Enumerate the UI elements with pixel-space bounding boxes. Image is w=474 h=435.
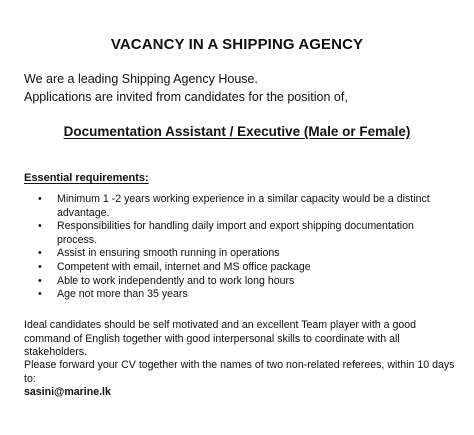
requirement-text: Assist in ensuring smooth running in operations bbox=[57, 247, 280, 260]
requirement-item bbox=[24, 247, 454, 261]
requirement-item bbox=[24, 220, 454, 247]
requirement-text: Responsibilities for handling daily import and export shipping documentation process. bbox=[57, 220, 414, 246]
requirements-list bbox=[24, 193, 454, 302]
bullet-icon: • bbox=[38, 260, 42, 273]
requirement-item bbox=[24, 275, 454, 289]
requirement-text: Able to work independently and to work long hours bbox=[57, 274, 295, 287]
application-instructions bbox=[24, 359, 456, 400]
forward-cv-text: Please forward your CV together with the names of two non-related referees, within 10 days to: bbox=[24, 359, 455, 385]
requirement-item bbox=[24, 193, 454, 220]
position-title: Documentation Assistant / Executive (Male or Female) bbox=[63, 124, 411, 139]
bullet-icon: • bbox=[38, 220, 42, 233]
headline: VACANCY IN A SHIPPING AGENCY bbox=[110, 36, 364, 53]
intro-text bbox=[24, 70, 348, 106]
requirement-item bbox=[24, 261, 454, 275]
requirement-item bbox=[24, 288, 454, 302]
requirement-text: Minimum 1 -2 years working experience in a similar capacity would be a distinct advantage. bbox=[57, 193, 430, 219]
bullet-icon: • bbox=[38, 247, 42, 260]
contact-email: sasini@marine.lk bbox=[24, 386, 111, 399]
requirement-text: Age not more than 35 years bbox=[57, 288, 188, 301]
bullet-icon: • bbox=[38, 288, 42, 301]
intro-line-company: We are a leading Shipping Agency House. bbox=[24, 72, 258, 86]
bullet-icon: • bbox=[38, 193, 42, 205]
ideal-candidate-paragraph: Ideal candidates should be self motivated and an excellent Team player with a good command of English together with good interpersonal skills to coordinate with all stakeholders. bbox=[24, 319, 417, 359]
bullet-icon: • bbox=[38, 274, 42, 287]
intro-line-applications: Applications are invited from candidates for the position of, bbox=[24, 90, 348, 104]
requirements-heading: Essential requirements: bbox=[24, 172, 149, 184]
requirement-text: Competent with email, internet and MS office package bbox=[57, 260, 311, 273]
